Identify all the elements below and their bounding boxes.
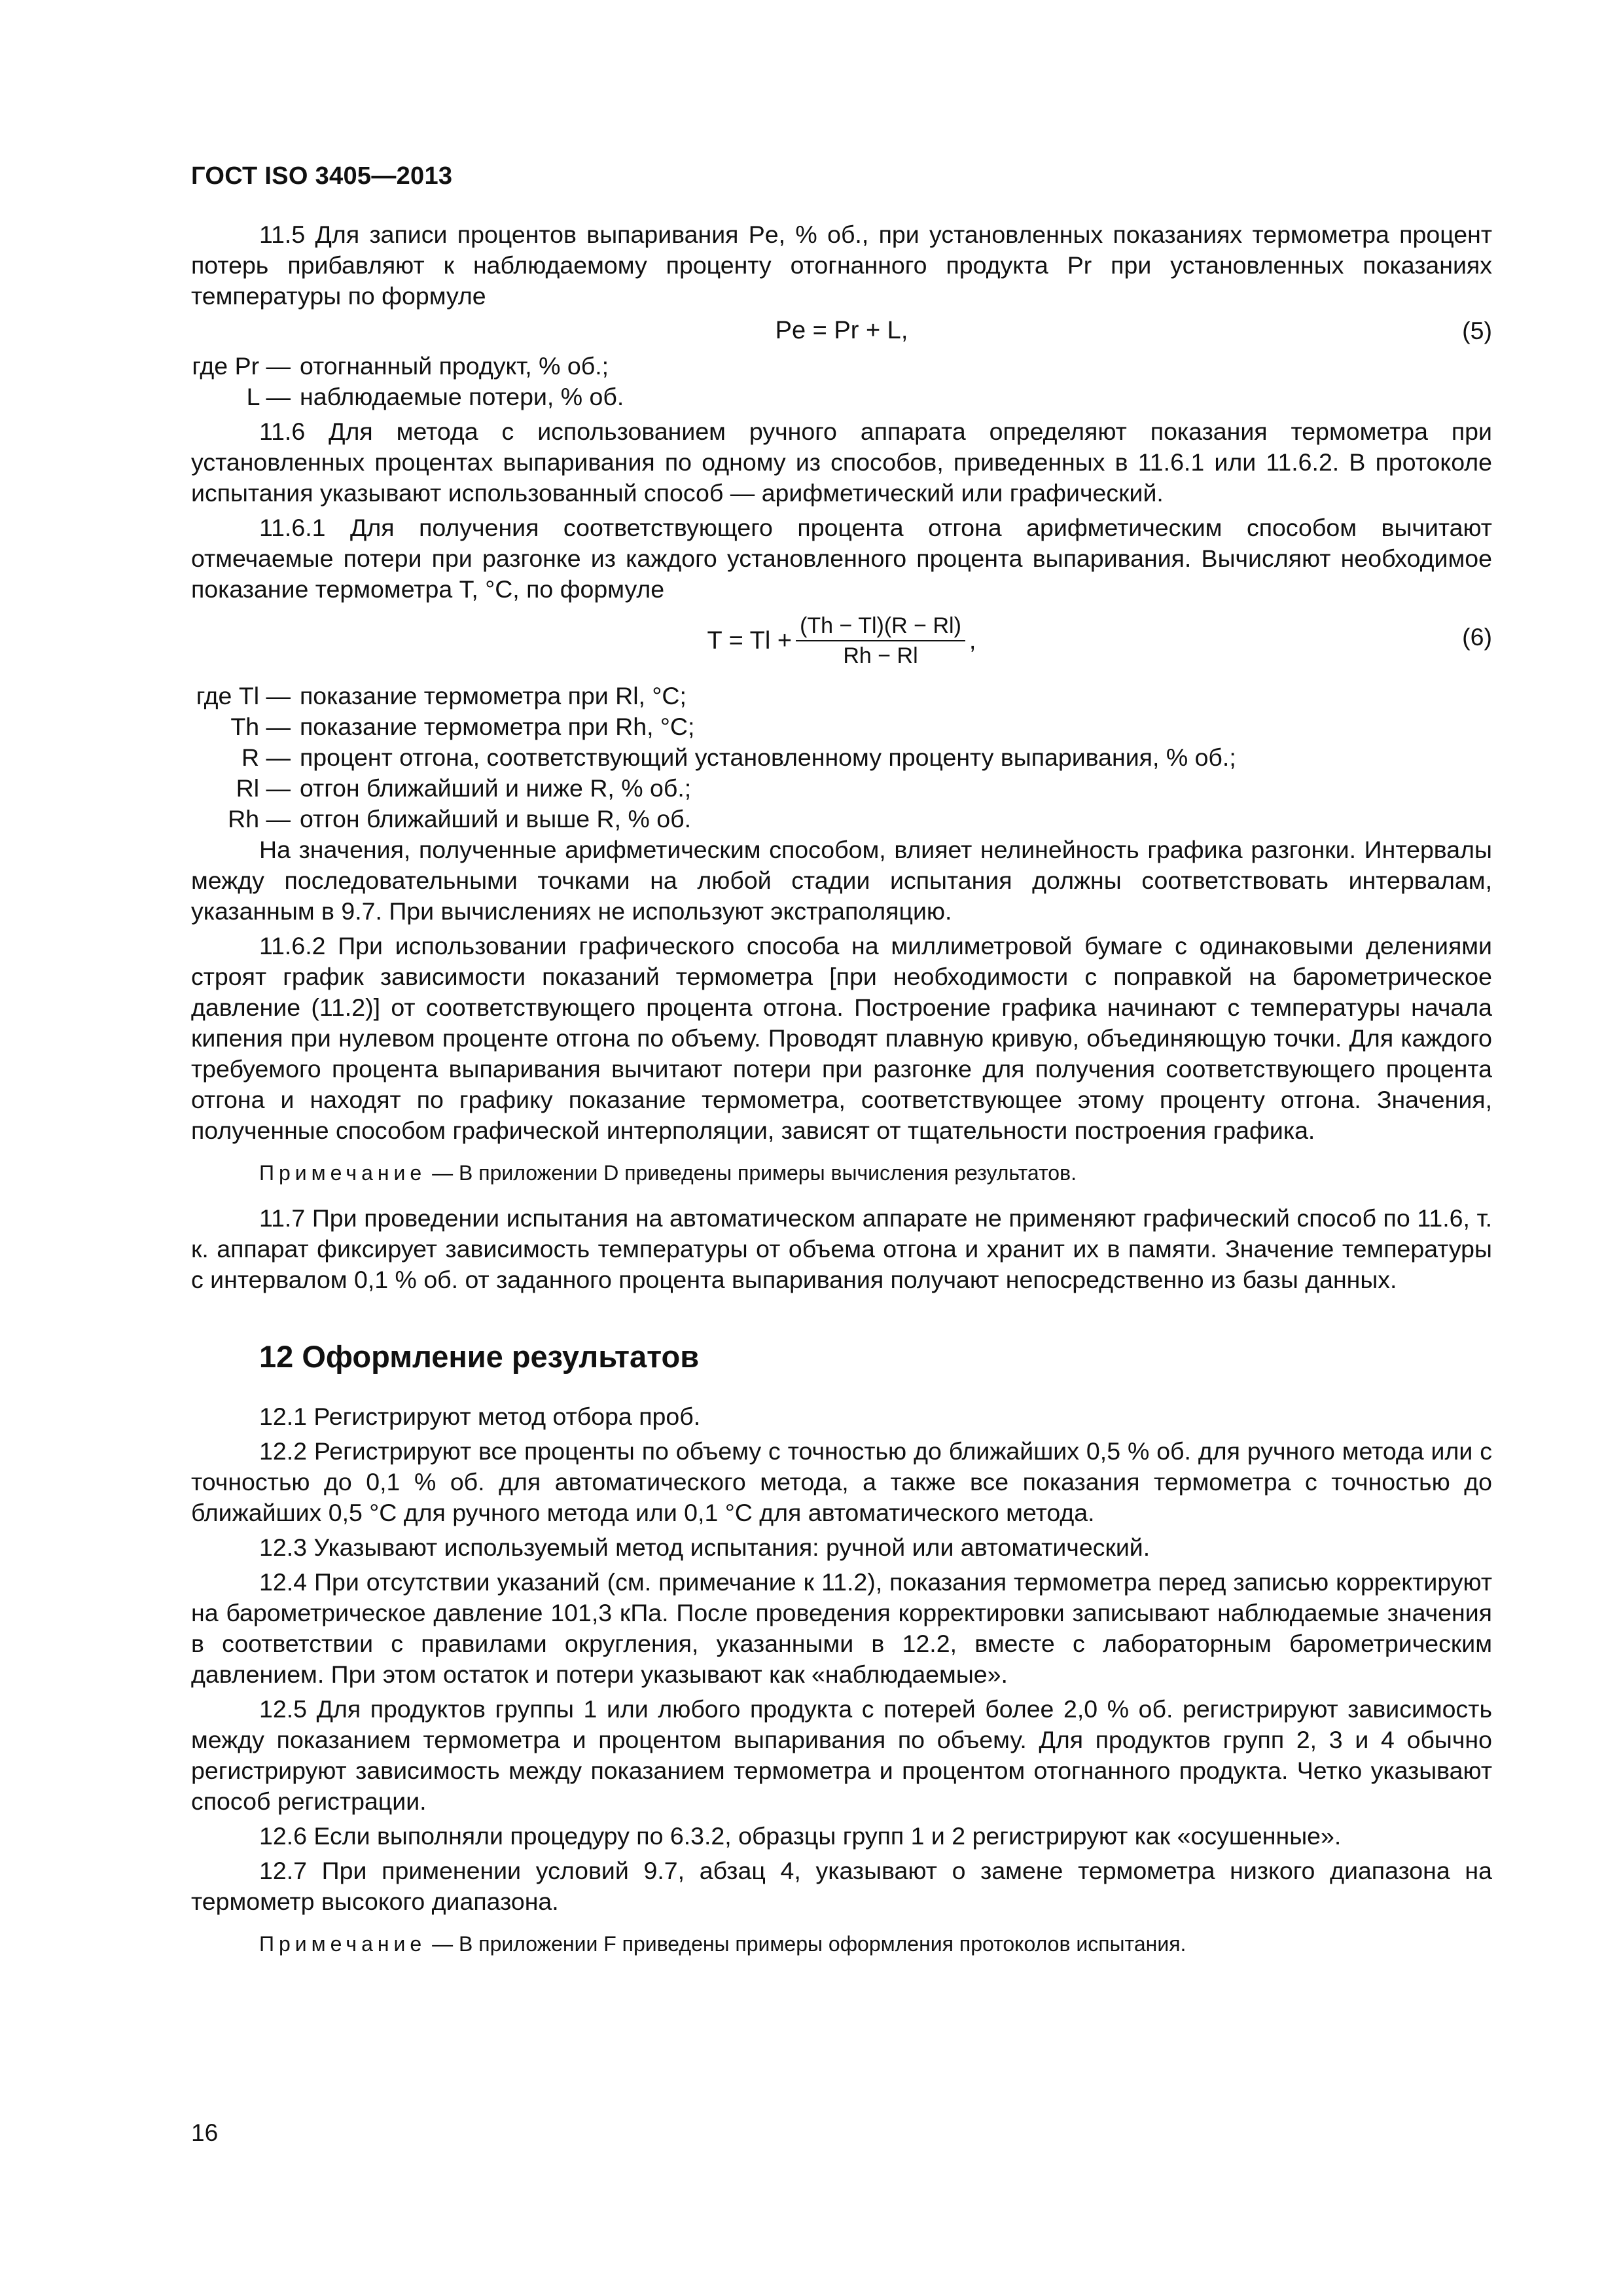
paragraph-11-7: 11.7 При проведении испытания на автоматическом аппарате не применяют графический способ по 11.6, т. к. аппарат фиксирует зависимость температуры от объема отгона и хранит их в памяти. Значение температуры с интервалом 0,1 % об. от заданного процента выпаривания получают непосредственно из базы данных. [191, 1204, 1492, 1293]
legend-text: показание термометра при Rh, °C; [300, 713, 695, 740]
paragraph-11-6-1: 11.6.1 Для получения соответствующего процента отгона арифметическим способом вычитают отмечаемые потери при разгонке из каждого установленного процента выпаривания. Вычисляют необходимое показание термометра T, °C, по формуле [191, 514, 1492, 603]
document-header: ГОСТ ISO 3405—2013 [191, 162, 453, 190]
page-content [191, 219, 1492, 1974]
formula-6-number: (6) [1462, 623, 1492, 651]
paragraph-12-7: 12.7 При применении условий 9.7, абзац 4, указывают о замене термометра низкого диапазона на термометр высокого диапазона. [191, 1857, 1492, 1915]
paragraph-nonlinearity: На значения, полученные арифметическим способом, влияет нелинейность графика разгонки. Интервалы между последовательными точками на любой стадии испытания должны соответствовать интервалам, указанным в 9.7. При вычислениях не используют экстраполяцию. [191, 836, 1492, 925]
paragraph-12-6: 12.6 Если выполняли процедуру по 6.3.2, образцы групп 1 и 2 регистрируют как «осушенные». [259, 1822, 1342, 1850]
formula-6 [191, 613, 1492, 681]
paragraph-12-4: 12.4 При отсутствии указаний (см. примечание к 11.2), показания термометра перед записью корректируют на барометрическое давление 101,3 кПа. После проведения корректировки записывают наблюдаемые значения в соответствии с правилами округления, указанными в 12.2, вместе с лабораторным барометрическим давлением. При этом остаток и потери указывают как «наблюдаемые». [191, 1568, 1492, 1688]
formula-6-legend [191, 681, 1492, 834]
note-annex-f [191, 1929, 1492, 1960]
paragraph-12-5: 12.5 Для продуктов группы 1 или любого продукта с потерей более 2,0 % об. регистрируют зависимость между показанием термометра и процентом выпаривания по объему. Для продуктов групп 2, 3 и 4 обычно регистрируют зависимость между показанием термометра и процентом отогнанного продукта. Четко указывают способ регистрации. [191, 1695, 1492, 1815]
legend-symbol: R — [241, 744, 291, 771]
formula-6-tail: , [969, 626, 976, 655]
legend-text: процент отгона, соответствующий установленному проценту выпаривания, % об.; [300, 744, 1236, 771]
formula-5-number: (5) [1462, 317, 1492, 344]
legend-text: показание термометра при Rl, °C; [300, 682, 687, 709]
legend-symbol: где Tl — [196, 682, 291, 709]
formula-6-fraction [796, 613, 965, 669]
note-text: — В приложении F приведены примеры оформления протоколов испытания. [426, 1932, 1186, 1956]
formula-6-expression [707, 613, 976, 669]
formula-6-numerator: (Th − Tl)(R − Rl) [796, 613, 965, 641]
formula-5 [191, 312, 1492, 351]
formula-6-denominator: Rh − Rl [843, 643, 918, 668]
paragraph-12-2: 12.2 Регистрируют все проценты по объему с точностью до ближайших 0,5 % об. для ручного метода или с точностью до 0,1 % об. для автоматического метода, а также все показания термометра с точностью до ближайших 0,5 °C для ручного метода или 0,1 °C для автоматического метода. [191, 1437, 1492, 1526]
formula-5-legend [191, 351, 1492, 412]
legend-text: наблюдаемые потери, % об. [300, 383, 624, 410]
formula-6-lhs: T = Tl + [707, 626, 793, 655]
paragraph-11-6-2: 11.6.2 При использовании графического способа на миллиметровой бумаге с одинаковыми делениями строят график зависимости показаний термометра [при необходимости с поправкой на барометрическое давление (11.2)] от соответствующего процента отгона. Построение графика начинают с температуры начала кипения при нулевом проценте отгона по объему. Проводят плавную кривую, объединяющую точки. Для каждого требуемого процента выпаривания вычитают потери при разгонке для получения соответствующего процента отгона и находят по графику показание термометра, соответствующее этому проценту отгона. Значения, полученные способом графической интерполяции, зависят от тщательности построения графика. [191, 932, 1492, 1144]
paragraph-12-1: 12.1 Регистрируют метод отбора проб. [259, 1403, 701, 1430]
paragraph-11-5: 11.5 Для записи процентов выпаривания Pe, % об., при установленных показаниях термометра процент потерь прибавляют к наблюдаемому проценту отогнанного продукта Pr при установленных показаниях температуры по формуле [191, 221, 1492, 310]
legend-text: отгон ближайший и ниже R, % об.; [300, 774, 692, 802]
legend-symbol: L — [246, 383, 291, 410]
legend-symbol: где Pr — [192, 352, 291, 380]
legend-symbol: Th — [230, 713, 291, 740]
legend-symbol: Rl — [236, 774, 291, 802]
note-annex-d [191, 1158, 1492, 1189]
note-label: Примечание [259, 1161, 427, 1185]
note-text: — В приложении D приведены примеры вычисления результатов. [426, 1161, 1077, 1185]
legend-text: отогнанный продукт, % об.; [300, 352, 609, 380]
legend-text: отгон ближайший и выше R, % об. [300, 805, 691, 833]
section-12-heading: 12 Оформление результатов [259, 1339, 700, 1374]
formula-5-body: Pe = Pr + L, [775, 317, 908, 344]
paragraph-12-3: 12.3 Указывают используемый метод испытания: ручной или автоматический. [259, 1534, 1150, 1561]
note-label: Примечание [259, 1932, 427, 1956]
legend-symbol: Rh — [228, 805, 291, 833]
paragraph-11-6: 11.6 Для метода с использованием ручного аппарата определяют показания термометра при установленных процентах выпаривания по одному из способов, приведенных в 11.6.1 или 11.6.2. В протоколе испытания указывают использованный способ — арифметический или графический. [191, 418, 1492, 507]
page-number: 16 [191, 2119, 219, 2146]
